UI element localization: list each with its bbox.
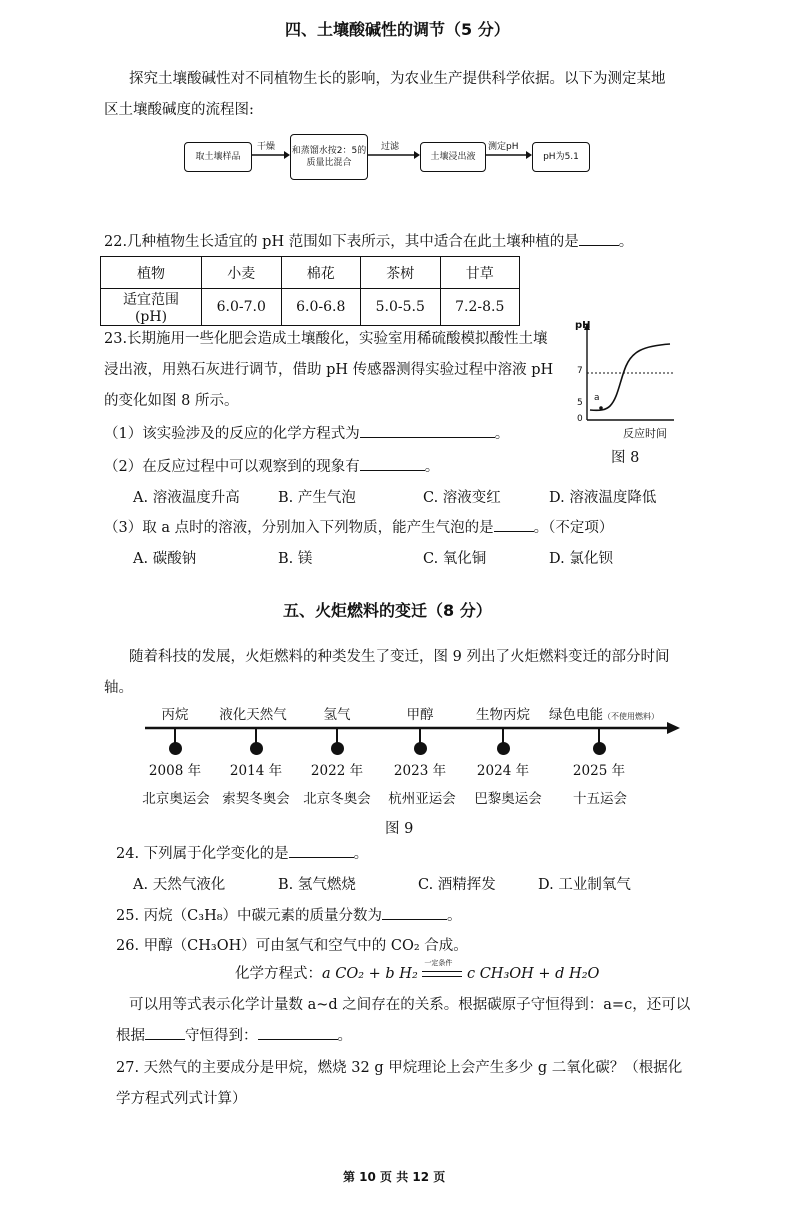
section-5-intro-line2: 轴。	[104, 680, 133, 696]
equation-condition: 一定条件	[424, 959, 453, 967]
graph-zero: 0	[577, 414, 583, 424]
table-cell: 棉花	[281, 257, 361, 289]
q23-line2: 浸出液，用熟石灰进行调节，借助 pH 传感器测得实验过程中溶液 pH	[104, 362, 554, 378]
table-cell: 小麦	[202, 257, 282, 289]
q25-stem: 25. 丙烷（C₃H₈）中碳元素的质量分数为	[116, 908, 383, 924]
q24-option-d[interactable]: D. 工业制氧气	[538, 877, 631, 893]
q22-end: 。	[618, 234, 634, 250]
equation-condition-arrow	[422, 959, 462, 981]
timeline-fuel-2022: 氢气	[323, 707, 351, 723]
flow-box-mix	[290, 134, 368, 180]
q23-3-option-d[interactable]: D. 氯化钡	[549, 551, 613, 567]
table-cell: 7.2-8.5	[440, 289, 520, 326]
timeline-year-2023: 2023 年	[393, 763, 447, 779]
graph-point-a: a	[594, 393, 600, 403]
q23-2-answer-blank[interactable]	[360, 456, 425, 471]
equation-reactants: a CO₂ + b H₂	[322, 966, 418, 982]
q23-1-end: 。	[494, 426, 510, 442]
q24-option-c[interactable]: C. 酒精挥发	[418, 877, 496, 893]
timeline-event-2024: 巴黎奥运会	[474, 791, 542, 807]
q23-3-option-c[interactable]: C. 氧化铜	[423, 551, 487, 567]
flow-arrow-1-label: 干燥	[257, 142, 276, 152]
q23-1-stem: （1）该实验涉及的反应的化学方程式为	[104, 426, 360, 442]
q27-line2: 学方程式列式计算）	[116, 1091, 247, 1107]
timeline-year-2008: 2008 年	[148, 763, 202, 779]
q25-end: 。	[447, 908, 462, 924]
timeline-year-2024: 2024 年	[476, 763, 530, 779]
timeline-event-2022: 北京冬奥会	[303, 791, 371, 807]
q23-3	[104, 516, 613, 537]
timeline-fuel-2008: 丙烷	[161, 707, 189, 723]
q23-3-stem: （3）取 a 点时的溶液，分别加入下列物质，能产生气泡的是	[104, 520, 494, 536]
table-cell: 甘草	[440, 257, 520, 289]
timeline-dot	[169, 742, 182, 755]
q24	[116, 842, 368, 863]
flow-box-sample: 取土壤样品	[184, 142, 252, 172]
timeline-fuel-2023: 甲醇	[406, 707, 434, 723]
flow-box-mix-line2: 质量比混合	[306, 158, 352, 168]
table-cell: 茶树	[361, 257, 441, 289]
q23-1-answer-blank[interactable]	[360, 423, 495, 438]
q26-line2: 可以用等式表示化学计量数 a~d 之间存在的关系。根据碳原子守恒得到：a=c，还可以	[129, 997, 691, 1013]
q26-line3-start: 根据	[116, 1028, 145, 1044]
q24-end: 。	[353, 846, 369, 862]
graph-y-label: pH	[575, 320, 591, 331]
q23-3-option-a[interactable]: A. 碳酸钠	[133, 551, 197, 567]
q23-line1: 23.长期施用一些化肥会造成土壤酸化，实验室用稀硫酸模拟酸性土壤	[104, 331, 548, 347]
q26-line3-middle: 守恒得到：	[185, 1028, 258, 1044]
table-cell: 5.0-5.5	[361, 289, 441, 326]
q24-option-a[interactable]: A. 天然气液化	[133, 877, 226, 893]
q26-answer-blank-2[interactable]	[258, 1025, 338, 1040]
section-4-intro-line1: 探究土壤酸碱性对不同植物生长的影响，为农业生产提供科学依据。以下为测定某地	[129, 71, 666, 87]
ph-range-table	[100, 256, 520, 326]
equals-sign	[422, 971, 462, 977]
q26-line3	[116, 1024, 352, 1045]
q26-line3-end: 。	[337, 1028, 352, 1044]
flow-arrow-2-label: 过滤	[381, 142, 400, 152]
timeline-year-2025: 2025 年	[572, 763, 626, 779]
flow-arrow-3-label: 测定pH	[488, 142, 519, 152]
figure-8-caption: 图 8	[611, 450, 640, 466]
timeline-fuel-2014: 液化天然气	[219, 707, 287, 723]
timeline-year-2014: 2014 年	[229, 763, 283, 779]
page-number: 第 10 页 共 12 页	[343, 1170, 446, 1184]
q26: 26. 甲醇（CH₃OH）可由氢气和空气中的 CO₂ 合成。	[116, 938, 468, 954]
q22-stem: 22.几种植物生长适宜的 pH 范围如下表所示，其中适合在此土壤种植的是	[104, 234, 579, 250]
flow-box-mix-line1: 和蒸馏水按2：5的	[291, 146, 367, 156]
q23-3-end: 。（不定项）	[533, 520, 614, 536]
table-cell: 6.0-6.8	[281, 289, 361, 326]
table-cell: 6.0-7.0	[202, 289, 282, 326]
section-4-intro-line2: 区土壤酸碱度的流程图:	[104, 102, 254, 118]
timeline-fuel-2025	[549, 703, 659, 723]
timeline-fuel-2025-name: 绿色电能	[549, 707, 603, 723]
timeline-dot	[414, 742, 427, 755]
table-cell: 植物	[101, 257, 202, 289]
q23-3-option-b[interactable]: B. 镁	[278, 551, 313, 567]
q23-2	[104, 455, 439, 476]
q22-text	[104, 230, 633, 251]
table-cell: 适宜范围(pH)	[101, 289, 202, 326]
graph-y7: 7	[577, 366, 583, 376]
equation-label: 化学方程式：	[235, 966, 322, 982]
section-4-title: 四、土壤酸碱性的调节（5 分）	[285, 20, 510, 39]
q23-3-answer-blank[interactable]	[494, 517, 534, 532]
timeline-dot	[331, 742, 344, 755]
graph-x-label: 反应时间	[623, 427, 667, 440]
q24-answer-blank[interactable]	[289, 843, 354, 858]
figure-9-caption: 图 9	[385, 821, 414, 837]
chemical-equation	[235, 959, 600, 983]
timeline-event-2023: 杭州亚运会	[388, 791, 456, 807]
q24-option-b[interactable]: B. 氢气燃烧	[278, 877, 356, 893]
equation-products: c CH₃OH + d H₂O	[466, 966, 600, 982]
q23-2-option-c[interactable]: C. 溶液变红	[423, 490, 501, 506]
flow-box-extract: 土壤浸出液	[420, 142, 486, 172]
table-row	[101, 289, 520, 326]
q23-2-option-a[interactable]: A. 溶液温度升高	[133, 490, 240, 506]
q22-answer-blank[interactable]	[579, 231, 619, 246]
q27-line1: 27. 天然气的主要成分是甲烷，燃烧 32 g 甲烷理论上会产生多少 g 二氧化碳？（根据化	[116, 1060, 683, 1076]
timeline-fuel-2024: 生物丙烷	[476, 707, 530, 723]
table-header-row	[101, 257, 520, 289]
q23-2-option-d[interactable]: D. 溶液温度降低	[549, 490, 657, 506]
timeline-fuel-2025-note: （不使用燃料）	[603, 712, 659, 721]
timeline-dot	[497, 742, 510, 755]
timeline-event-2025: 十五运会	[573, 791, 627, 807]
flow-box-ph: pH为5.1	[532, 142, 590, 172]
timeline-dot	[250, 742, 263, 755]
timeline-event-2014: 索契冬奥会	[222, 791, 290, 807]
timeline-year-2022: 2022 年	[310, 763, 364, 779]
q25-answer-blank[interactable]	[382, 905, 447, 920]
q23-2-stem: （2）在反应过程中可以观察到的现象有	[104, 459, 360, 475]
q23-line3: 的变化如图 8 所示。	[104, 393, 239, 409]
q23-2-end: 。	[424, 459, 440, 475]
section-5-intro-line1: 随着科技的发展，火炬燃料的种类发生了变迁，图 9 列出了火炬燃料变迁的部分时间	[129, 649, 670, 665]
graph-y5: 5	[577, 398, 583, 408]
q23-2-option-b[interactable]: B. 产生气泡	[278, 490, 356, 506]
q26-answer-blank-1[interactable]	[145, 1025, 185, 1040]
timeline-event-2008: 北京奥运会	[142, 791, 210, 807]
q23-1	[104, 422, 509, 443]
timeline-dot	[593, 742, 606, 755]
section-5-title: 五、火炬燃料的变迁（8 分）	[283, 601, 492, 620]
q25	[116, 904, 462, 925]
q24-stem: 24. 下列属于化学变化的是	[116, 846, 289, 862]
